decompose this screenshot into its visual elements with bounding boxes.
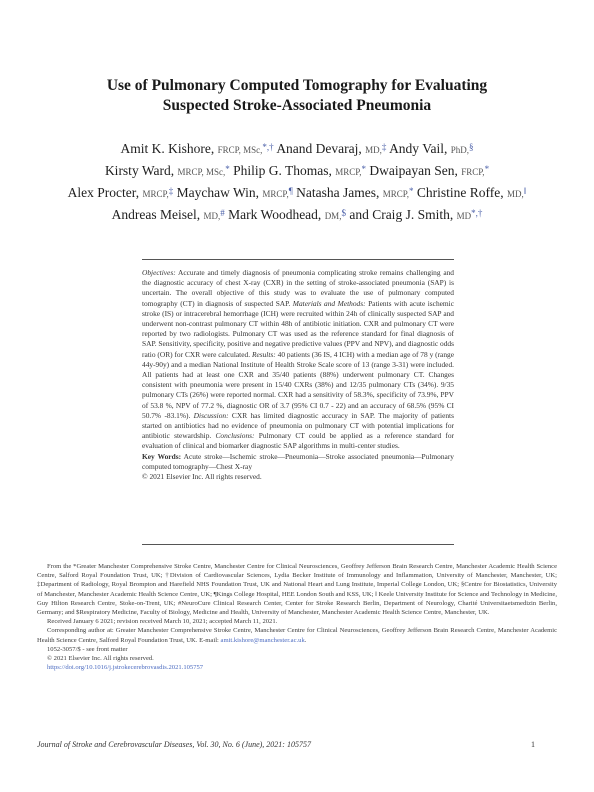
author-list	[60, 138, 534, 226]
conclusions-text: Pulmonary CT could be applied as a reference standard for evaluation of clinical and biomarker diagnostic SAP algorithms in multi-center studies.	[142, 431, 454, 451]
author-name: Mark Woodhead,	[228, 207, 322, 222]
author	[228, 207, 346, 222]
affiliation-mark[interactable]: ¶	[288, 186, 293, 196]
author-name: Andy Vail,	[389, 141, 448, 156]
results-label: Results:	[251, 349, 276, 359]
abstract	[142, 268, 454, 482]
author	[369, 163, 489, 178]
affiliation-mark[interactable]: ‡	[381, 142, 387, 152]
author	[233, 163, 366, 178]
author	[121, 141, 274, 156]
author-degree: FRCP, MSc,	[217, 145, 263, 155]
title-line-2: Suspected Stroke-Associated Pneumonia	[162, 97, 432, 114]
front-matter-footnotes	[37, 562, 557, 672]
affiliation-mark[interactable]: *	[409, 186, 414, 196]
author-name: Christine Roffe,	[416, 185, 504, 200]
objectives-label: Objectives:	[142, 268, 176, 277]
discussion-label: Discussion:	[193, 410, 229, 420]
author	[68, 185, 174, 200]
email-link[interactable]: amit.kishore@manchester.ac.uk	[220, 636, 305, 644]
affiliation-mark[interactable]: *	[484, 164, 490, 174]
results-text: 40 patients (36 IS, 4 ICH) with a median age of 78 y (range 44y-90y) and a median National Institute of Health Stroke Scale score of 13 (range 3-31) were included. All patients had at least one CXR and 35/40 patients (88%) underwent pulmonary CT. Changes consistent with pneumonia were present in 15/40 CXRs (38%) and 12/35 pulmonary CTs (34%). 9/35 pulmonary CTs (26%) were reported normal. CXR had a sensitivity of 58.3%, specificity of 73.9%, PPV of 53.8 %, NPV of 77.2 %, diagnostic OR of 3.7 (95% CI 0.7 - 22) and an accuracy of 68.5% (95% CI 50.7% -83.1%).	[142, 349, 455, 420]
author-degree: MD,	[507, 189, 524, 199]
author	[349, 207, 482, 222]
author	[177, 185, 293, 200]
objectives-text: Accurate and timely diagnosis of pneumonia complicating stroke remains challenging and the diagnostic accuracy of chest X-ray (CXR) in the setting of stroke-associated pneumonia (SAP) is uncertain. The overall objective of this study was to evaluate the use of pulmonary computed tomography (CT) in diagnosis of suspected SAP.	[142, 268, 454, 308]
author-name: Amit K. Kishore,	[120, 141, 215, 156]
abstract-top-rule	[142, 259, 454, 260]
author-degree: MRCP,	[382, 189, 410, 199]
issn-line: 1052-3057/$ - see front matter	[47, 645, 128, 653]
publisher-copyright: © 2021 Elsevier Inc. All rights reserved.	[47, 655, 154, 663]
author	[112, 207, 225, 222]
author-name: Kirsty Ward,	[104, 163, 175, 178]
author-degree: MD,	[203, 211, 221, 221]
page-number: 1	[531, 740, 535, 749]
corresponding-author: Corresponding author at: Greater Manchester Comprehensive Stroke Centre, Manchester Centre for Clinical Neurosciences, Geoffrey Jefferson Brain Research Centre, Manchester Academic Health Science Centre, Salford Royal Foundation Trust, UK. E-mail: amit.kishore@manchester.ac.uk.	[37, 627, 557, 644]
received-dates: Received January 6 2021; revision received March 10, 2021; accepted March 11, 2021.	[47, 618, 278, 626]
author-degree: MRCP,	[335, 167, 362, 177]
affiliation-mark[interactable]: *	[225, 164, 230, 174]
conclusions-label: Conclusions:	[215, 431, 255, 441]
discussion-text: CXR has limited diagnostic accuracy in SAP. The majority of patients started on antibiotics had no evidence of pneumonia on pulmonary CT with potential implications for antibiotic stewardship.	[142, 410, 454, 441]
author	[276, 141, 386, 156]
author-degree: FRCP,	[461, 167, 485, 177]
author	[296, 185, 413, 200]
abstract-bottom-rule	[142, 544, 454, 545]
author	[417, 185, 526, 200]
author-name: Alex Procter,	[67, 185, 140, 200]
affiliation-mark[interactable]: ‡	[168, 186, 174, 196]
author-name: Philip G. Thomas,	[233, 163, 332, 178]
journal-citation: Journal of Stroke and Cerebrovascular Diseases, Vol. 30, No. 6 (June), 2021: 105757	[37, 740, 311, 749]
author-name: Andreas Meisel,	[111, 207, 201, 222]
affiliations: From the *Greater Manchester Comprehensive Stroke Centre, Manchester Centre for Clinical Neurosciences, Geoffrey Jefferson Brain Research Centre, Manchester Academic Health Science Centre, Salford Royal Foundation Trust, UK; †Division of Cardiovascular Sciences, Lydia Becker Institute of Immunology and Inflammation, University of Manchester, Manchester, UK; ‡Department of Radiology, Royal Brompton and Harefield NHS Foundation Trust, UK and National Heart and Lung Institute, Imperial College London, UK; §Centre for Biostatistics, University of Manchester, Manchester Academic Health Science Centre, UK; ¶Kings College Hospital, HEE London South and KSS, UK; ‖ Keele University Institute for Science and Technology in Medicine, Guy Hilton Research Centre, Stoke-on-Trent, UK; #NeuroCure Clinical Research Center, Center for Stroke Research Berlin, Department of Neurology, Charité Universitaetsmedizin Berlin, Germany; and $Respiratory Medicine, Faculty of Biology, Medicine and Health, University of Manchester, Manchester Academic Health Science Centre, Manchester, UK.	[37, 563, 557, 617]
author-degree: MD,	[365, 145, 382, 155]
methods-label: Materials and Methods:	[292, 298, 366, 308]
author	[105, 163, 230, 178]
affiliation-mark[interactable]: §	[468, 142, 474, 152]
affiliation-mark[interactable]: ‖	[523, 186, 527, 196]
author-name: Anand Devaraj,	[276, 141, 362, 156]
keywords-label: Key Words:	[142, 451, 182, 461]
affiliation-mark[interactable]: #	[220, 208, 225, 218]
article-title	[40, 76, 554, 116]
author-degree: MRCP,	[262, 189, 289, 199]
author-name: Maychaw Win,	[176, 185, 260, 200]
author-name: Dwaipayan Sen,	[369, 163, 458, 178]
author-degree: MRCP, MSc,	[177, 167, 226, 177]
author-name: Natasha James,	[296, 185, 380, 200]
author	[389, 141, 473, 156]
affiliation-mark[interactable]: *	[361, 164, 367, 174]
author-degree: PhD,	[450, 145, 469, 155]
keywords-text: Acute stroke—Ischemic stroke—Pneumonia—Stroke associated pneumonia—Pulmonary computed tomography—Chest X-ray	[142, 451, 454, 471]
abstract-copyright: © 2021 Elsevier Inc. All rights reserved.	[142, 472, 262, 482]
affiliation-mark[interactable]: *,†	[471, 208, 483, 218]
author-degree: MRCP,	[142, 189, 169, 199]
doi-link[interactable]: https://doi.org/10.1016/j.jstrokecerebrovasdis.2021.105757	[47, 664, 204, 672]
author-name: and Craig J. Smith,	[349, 207, 454, 222]
title-line-1: Use of Pulmonary Computed Tomography for Evaluating	[106, 77, 488, 94]
author-degree: DM,	[324, 211, 342, 221]
methods-text: Patients with acute ischemic stroke (IS) or intracerebral hemorrhage (ICH) were recruited within 24h of clinically suspected SAP and underwent non-contrast pulmonary CT within 48h of antibiotic initiation. CXR and pulmonary CT were reported by two radiologists. Pulmonary CT was used as the reference standard for final diagnosis of SAP. Sensitivity, specificity, positive and negative predictive values (PPV and NPV), and diagnostic odds ratio (OR) for CXR were calculated.	[142, 298, 454, 359]
author-degree: MD	[456, 211, 472, 221]
affiliation-mark[interactable]: *,†	[262, 142, 274, 152]
affiliation-mark[interactable]: $	[341, 208, 346, 218]
